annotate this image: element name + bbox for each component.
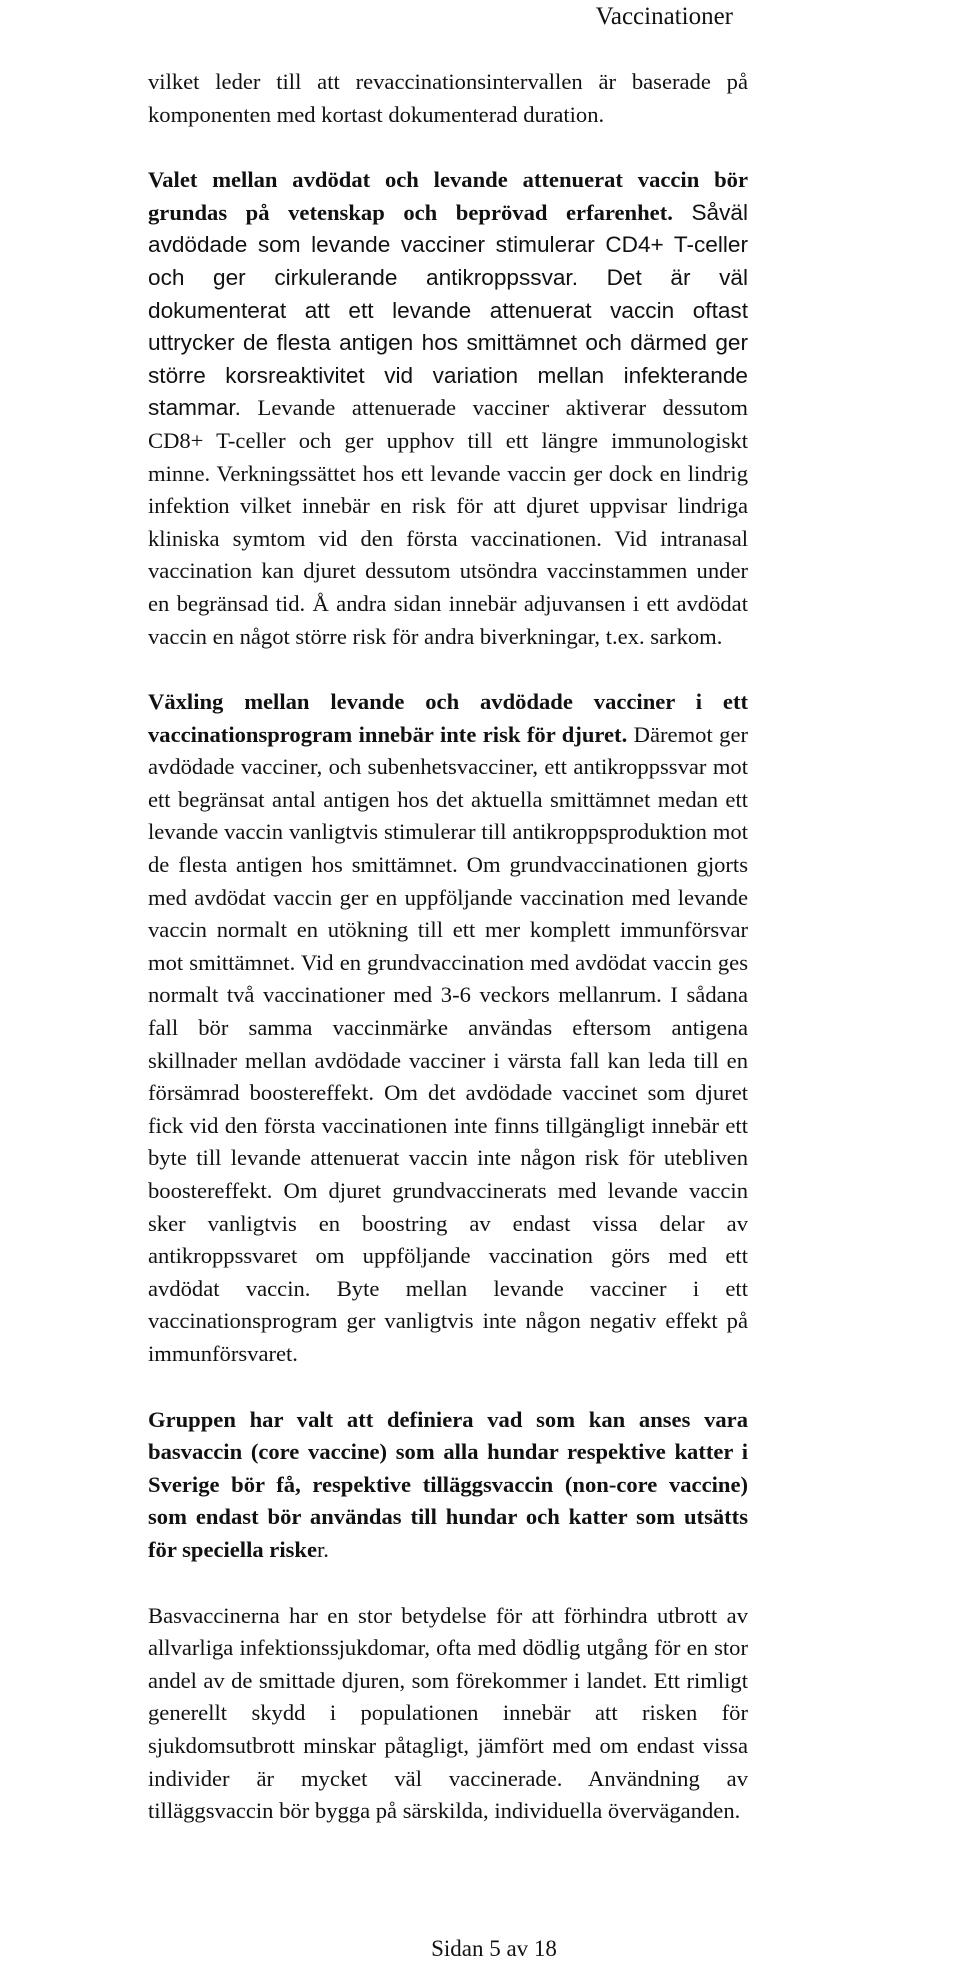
text-core-vaccine-tail: r. — [317, 1536, 329, 1562]
document-body — [148, 66, 748, 1828]
paragraph-switching — [148, 686, 748, 1370]
heading-vaccine-choice: Valet mellan avdödat och levande attenuerat vaccin bör grundas på vetenskap och beprövad erfarenhet. — [148, 167, 748, 225]
paragraph-duration: vilket leder till att revaccinationsintervallen är baserade på komponenten med kortast dokumenterad duration. — [148, 69, 748, 127]
text-core-vaccine-definition: Gruppen har valt att definiera vad som kan anses vara basvaccin (core vaccine) som alla hundar respektive katter i Sverige bör få, respektive tilläggsvaccin (non-core vaccine) som endast bör användas till hundar och katter som utsätts för speciella riske — [148, 1406, 748, 1562]
paragraph-core-vaccine-definition — [148, 1404, 748, 1567]
text-cd8-response: Levande attenuerade vacciner aktiverar dessutom CD8+ T-celler och ger upphov till ett längre immunologiskt minne. Verkningssättet hos ett levande vaccin ger dock en lindrig infektion vilket innebär en risk för att djuret uppvisar lindriga kliniska symtom vid den första vaccinationen. Vid intranasal vaccination kan djuret dessutom utsöndra vaccinstammen under en begränsad tid. Å andra sidan innebär adjuvansen i ett avdödat vaccin en något större risk för andra biverkningar, t.ex. sarkom. — [148, 395, 749, 649]
page-number: Sidan 5 av 18 — [431, 1936, 557, 1961]
text-cd4-response: Såväl avdödade som levande vacciner stimulerar CD4+ T-celler och ger cirkulerande antikroppssvar. Det är väl dokumenterat att ett levande attenuerat vaccin oftast uttrycker de flesta antigen hos smittämnet och därmed ger större korsreaktivitet vid variation mellan infekterande stammar. — [148, 199, 748, 421]
text-switching: Däremot ger avdödade vacciner, och subenhetsvacciner, ett antikroppssvar mot ett begränsat antal antigen hos det aktuella smittämnet medan ett levande vaccin vanligtvis stimulerar till antikroppsproduktion mot de flesta antigen hos smittämnet. Om grundvaccinationen gjorts med avdödat vaccin ger en uppföljande vaccination med levande vaccin normalt en utökning till ett mer komplett immunförsvar mot smittämnet. Vid en grundvaccination med avdödat vaccin ges normalt två vaccinationer med 3-6 veckors mellanrum. I sådana fall bör samma vaccinmärke användas eftersom antigena skillnader mellan avdödade vacciner i värsta fall kan leda till en försämrad boostereffekt. Om det avdödade vaccinet som djuret fick vid den första vaccinationen inte finns tillgängligt innebär ett byte till levande attenuerat vaccin inte någon risk för utebliven boostereffekt. Om djuret grundvaccinerats med levande vaccin sker vanligtvis en boostring av endast vissa delar av antikroppssvaret om uppföljande vaccination görs med ett avdödat vaccin. Byte mellan levande vacciner i ett vaccinationsprogram ger vanligtvis inte någon negativ effekt på immunförsvaret. — [148, 721, 748, 1366]
running-header: Vaccinationer — [595, 3, 733, 30]
heading-switching: Växling mellan levande och avdödade vacciner i ett vaccinationsprogram innebär inte risk för djuret. — [148, 689, 748, 747]
paragraph-core-vaccines: Basvaccinerna har en stor betydelse för att förhindra utbrott av allvarliga infektionssjukdomar, ofta med dödlig utgång för en stor andel av de smittade djuren, som förekommer i landet. Ett rimligt generellt skydd i populationen innebär att risken för sjukdomsutbrott minskar påtagligt, jämfört med om endast vissa individer är mycket väl vaccinerade. Användning av tilläggsvaccin bör bygga på särskilda, individuella överväganden. — [148, 1602, 748, 1824]
paragraph-vaccine-choice — [148, 164, 748, 653]
